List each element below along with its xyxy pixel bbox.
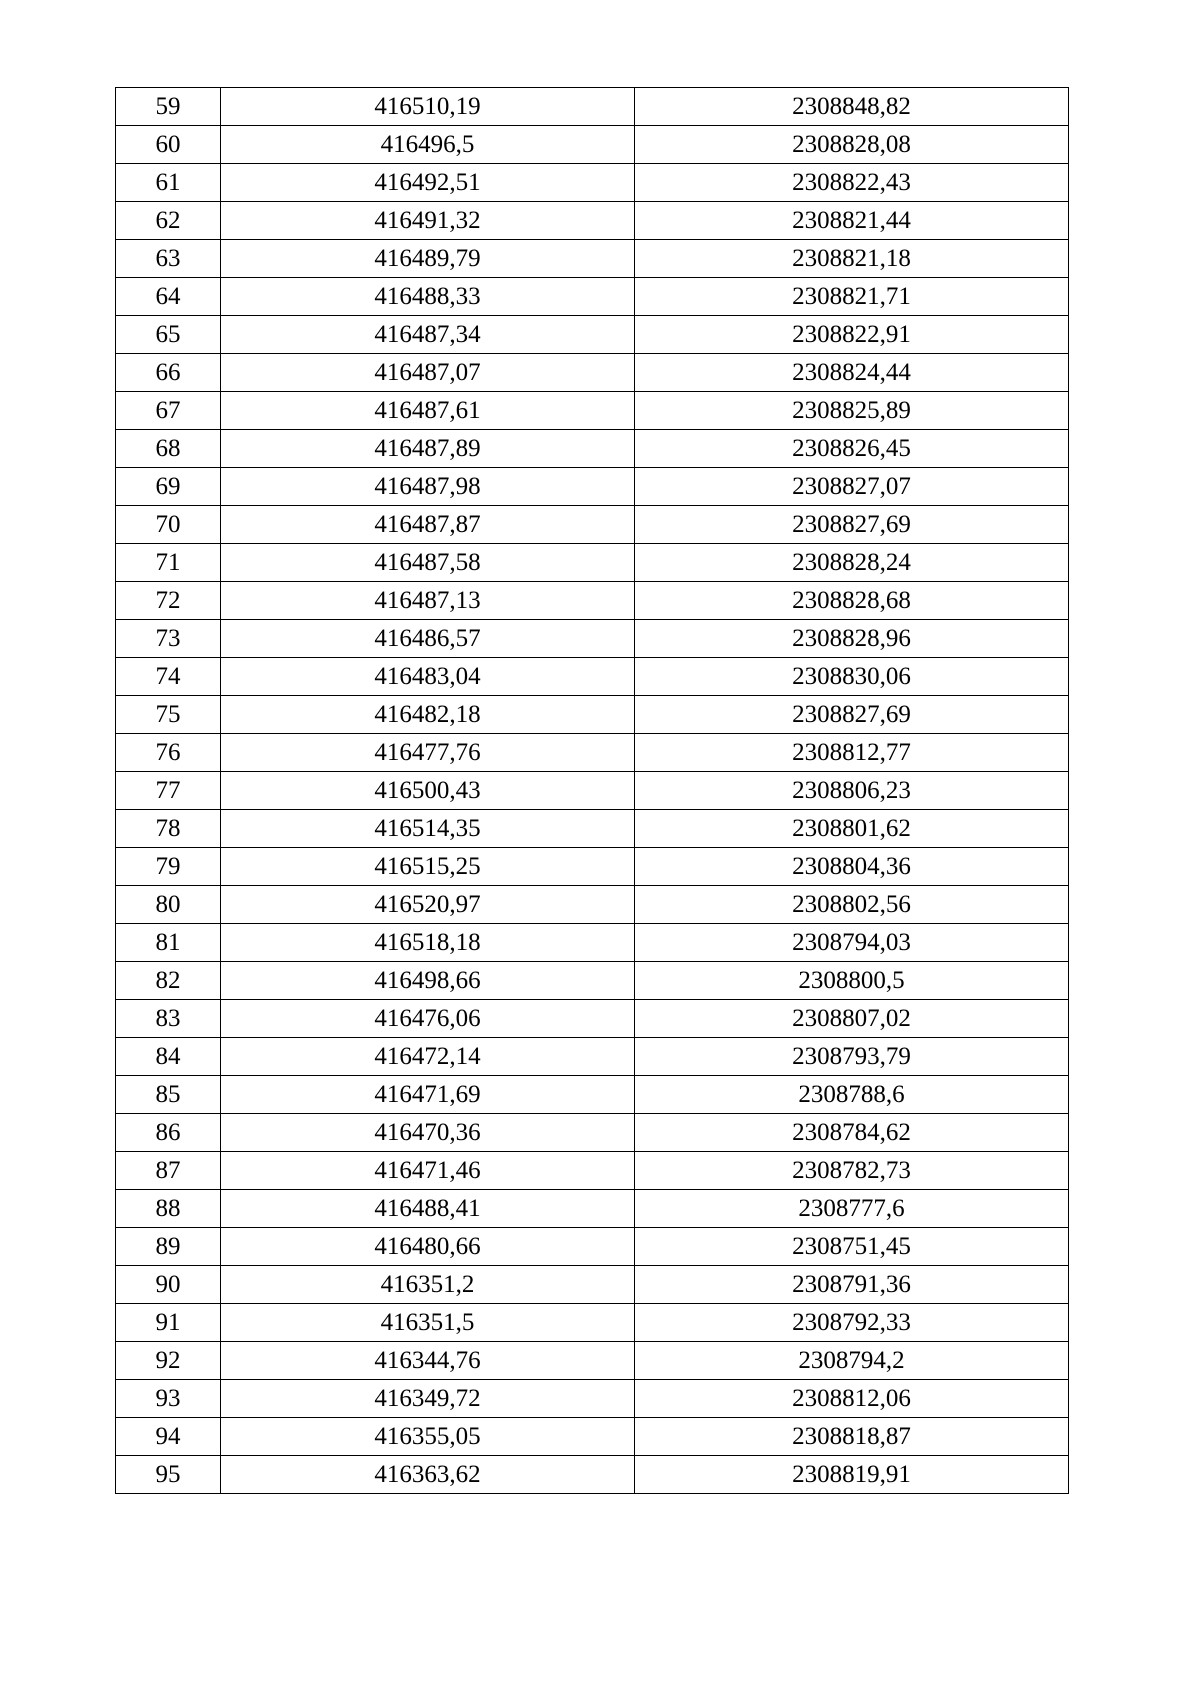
table-row: [116, 316, 1069, 354]
x-coordinate-cell: 416487,34: [221, 316, 635, 354]
point-number-cell: 95: [116, 1456, 221, 1494]
y-coordinate-cell: 2308818,87: [635, 1418, 1069, 1456]
x-coordinate-cell: 416487,89: [221, 430, 635, 468]
point-number-cell: 67: [116, 392, 221, 430]
y-coordinate-cell: 2308828,24: [635, 544, 1069, 582]
point-number-cell: 93: [116, 1380, 221, 1418]
x-coordinate-cell: 416487,07: [221, 354, 635, 392]
point-number-cell: 61: [116, 164, 221, 202]
point-number-cell: 83: [116, 1000, 221, 1038]
point-number-cell: 91: [116, 1304, 221, 1342]
y-coordinate-cell: 2308827,69: [635, 506, 1069, 544]
x-coordinate-cell: 416515,25: [221, 848, 635, 886]
point-number-cell: 81: [116, 924, 221, 962]
table-row: [116, 126, 1069, 164]
point-number-cell: 63: [116, 240, 221, 278]
y-coordinate-cell: 2308794,03: [635, 924, 1069, 962]
point-number-cell: 70: [116, 506, 221, 544]
table-row: [116, 1456, 1069, 1494]
table-row: [116, 810, 1069, 848]
y-coordinate-cell: 2308828,96: [635, 620, 1069, 658]
point-number-cell: 64: [116, 278, 221, 316]
x-coordinate-cell: 416472,14: [221, 1038, 635, 1076]
point-number-cell: 62: [116, 202, 221, 240]
y-coordinate-cell: 2308782,73: [635, 1152, 1069, 1190]
y-coordinate-cell: 2308812,77: [635, 734, 1069, 772]
point-number-cell: 85: [116, 1076, 221, 1114]
point-number-cell: 84: [116, 1038, 221, 1076]
table-row: [116, 848, 1069, 886]
point-number-cell: 94: [116, 1418, 221, 1456]
table-row: [116, 582, 1069, 620]
x-coordinate-cell: 416487,58: [221, 544, 635, 582]
y-coordinate-cell: 2308827,07: [635, 468, 1069, 506]
x-coordinate-cell: 416498,66: [221, 962, 635, 1000]
point-number-cell: 72: [116, 582, 221, 620]
x-coordinate-cell: 416482,18: [221, 696, 635, 734]
x-coordinate-cell: 416500,43: [221, 772, 635, 810]
x-coordinate-cell: 416489,79: [221, 240, 635, 278]
point-number-cell: 86: [116, 1114, 221, 1152]
point-number-cell: 71: [116, 544, 221, 582]
point-number-cell: 89: [116, 1228, 221, 1266]
y-coordinate-cell: 2308788,6: [635, 1076, 1069, 1114]
y-coordinate-cell: 2308822,43: [635, 164, 1069, 202]
table-row: [116, 696, 1069, 734]
table-row: [116, 240, 1069, 278]
table-row: [116, 1304, 1069, 1342]
y-coordinate-cell: 2308825,89: [635, 392, 1069, 430]
table-row: [116, 886, 1069, 924]
coordinates-table: [115, 87, 1069, 1494]
point-number-cell: 59: [116, 88, 221, 126]
x-coordinate-cell: 416476,06: [221, 1000, 635, 1038]
y-coordinate-cell: 2308822,91: [635, 316, 1069, 354]
point-number-cell: 77: [116, 772, 221, 810]
table-row: [116, 772, 1069, 810]
x-coordinate-cell: 416351,5: [221, 1304, 635, 1342]
table-row: [116, 468, 1069, 506]
y-coordinate-cell: 2308792,33: [635, 1304, 1069, 1342]
point-number-cell: 78: [116, 810, 221, 848]
table-row: [116, 354, 1069, 392]
table-row: [116, 278, 1069, 316]
point-number-cell: 69: [116, 468, 221, 506]
table-row: [116, 544, 1069, 582]
x-coordinate-cell: 416487,61: [221, 392, 635, 430]
x-coordinate-cell: 416344,76: [221, 1342, 635, 1380]
y-coordinate-cell: 2308794,2: [635, 1342, 1069, 1380]
x-coordinate-cell: 416483,04: [221, 658, 635, 696]
x-coordinate-cell: 416488,41: [221, 1190, 635, 1228]
point-number-cell: 76: [116, 734, 221, 772]
y-coordinate-cell: 2308848,82: [635, 88, 1069, 126]
x-coordinate-cell: 416488,33: [221, 278, 635, 316]
point-number-cell: 65: [116, 316, 221, 354]
x-coordinate-cell: 416363,62: [221, 1456, 635, 1494]
table-row: [116, 924, 1069, 962]
table-row: [116, 164, 1069, 202]
y-coordinate-cell: 2308821,18: [635, 240, 1069, 278]
table-row: [116, 430, 1069, 468]
table-row: [116, 506, 1069, 544]
point-number-cell: 79: [116, 848, 221, 886]
table-row: [116, 1266, 1069, 1304]
table-row: [116, 1114, 1069, 1152]
table-row: [116, 1038, 1069, 1076]
x-coordinate-cell: 416349,72: [221, 1380, 635, 1418]
table-row: [116, 88, 1069, 126]
x-coordinate-cell: 416510,19: [221, 88, 635, 126]
point-number-cell: 75: [116, 696, 221, 734]
y-coordinate-cell: 2308830,06: [635, 658, 1069, 696]
point-number-cell: 90: [116, 1266, 221, 1304]
y-coordinate-cell: 2308821,71: [635, 278, 1069, 316]
x-coordinate-cell: 416487,13: [221, 582, 635, 620]
point-number-cell: 87: [116, 1152, 221, 1190]
x-coordinate-cell: 416480,66: [221, 1228, 635, 1266]
table-row: [116, 202, 1069, 240]
table-row: [116, 392, 1069, 430]
x-coordinate-cell: 416477,76: [221, 734, 635, 772]
point-number-cell: 60: [116, 126, 221, 164]
point-number-cell: 80: [116, 886, 221, 924]
y-coordinate-cell: 2308828,68: [635, 582, 1069, 620]
y-coordinate-cell: 2308793,79: [635, 1038, 1069, 1076]
point-number-cell: 68: [116, 430, 221, 468]
y-coordinate-cell: 2308826,45: [635, 430, 1069, 468]
coordinates-table-body: [116, 88, 1069, 1494]
table-row: [116, 1152, 1069, 1190]
table-row: [116, 1342, 1069, 1380]
y-coordinate-cell: 2308784,62: [635, 1114, 1069, 1152]
point-number-cell: 74: [116, 658, 221, 696]
x-coordinate-cell: 416514,35: [221, 810, 635, 848]
point-number-cell: 73: [116, 620, 221, 658]
x-coordinate-cell: 416487,87: [221, 506, 635, 544]
point-number-cell: 82: [116, 962, 221, 1000]
table-row: [116, 1380, 1069, 1418]
x-coordinate-cell: 416351,2: [221, 1266, 635, 1304]
table-row: [116, 962, 1069, 1000]
x-coordinate-cell: 416471,46: [221, 1152, 635, 1190]
table-row: [116, 1076, 1069, 1114]
x-coordinate-cell: 416355,05: [221, 1418, 635, 1456]
x-coordinate-cell: 416492,51: [221, 164, 635, 202]
y-coordinate-cell: 2308819,91: [635, 1456, 1069, 1494]
y-coordinate-cell: 2308800,5: [635, 962, 1069, 1000]
y-coordinate-cell: 2308827,69: [635, 696, 1069, 734]
y-coordinate-cell: 2308828,08: [635, 126, 1069, 164]
y-coordinate-cell: 2308791,36: [635, 1266, 1069, 1304]
table-row: [116, 1228, 1069, 1266]
table-row: [116, 1418, 1069, 1456]
x-coordinate-cell: 416487,98: [221, 468, 635, 506]
table-row: [116, 1000, 1069, 1038]
point-number-cell: 88: [116, 1190, 221, 1228]
x-coordinate-cell: 416471,69: [221, 1076, 635, 1114]
x-coordinate-cell: 416520,97: [221, 886, 635, 924]
y-coordinate-cell: 2308804,36: [635, 848, 1069, 886]
point-number-cell: 92: [116, 1342, 221, 1380]
table-row: [116, 620, 1069, 658]
table-row: [116, 658, 1069, 696]
y-coordinate-cell: 2308802,56: [635, 886, 1069, 924]
y-coordinate-cell: 2308806,23: [635, 772, 1069, 810]
y-coordinate-cell: 2308812,06: [635, 1380, 1069, 1418]
x-coordinate-cell: 416518,18: [221, 924, 635, 962]
table-row: [116, 734, 1069, 772]
y-coordinate-cell: 2308777,6: [635, 1190, 1069, 1228]
x-coordinate-cell: 416486,57: [221, 620, 635, 658]
point-number-cell: 66: [116, 354, 221, 392]
table-row: [116, 1190, 1069, 1228]
y-coordinate-cell: 2308824,44: [635, 354, 1069, 392]
x-coordinate-cell: 416470,36: [221, 1114, 635, 1152]
x-coordinate-cell: 416491,32: [221, 202, 635, 240]
x-coordinate-cell: 416496,5: [221, 126, 635, 164]
y-coordinate-cell: 2308801,62: [635, 810, 1069, 848]
y-coordinate-cell: 2308751,45: [635, 1228, 1069, 1266]
y-coordinate-cell: 2308821,44: [635, 202, 1069, 240]
y-coordinate-cell: 2308807,02: [635, 1000, 1069, 1038]
